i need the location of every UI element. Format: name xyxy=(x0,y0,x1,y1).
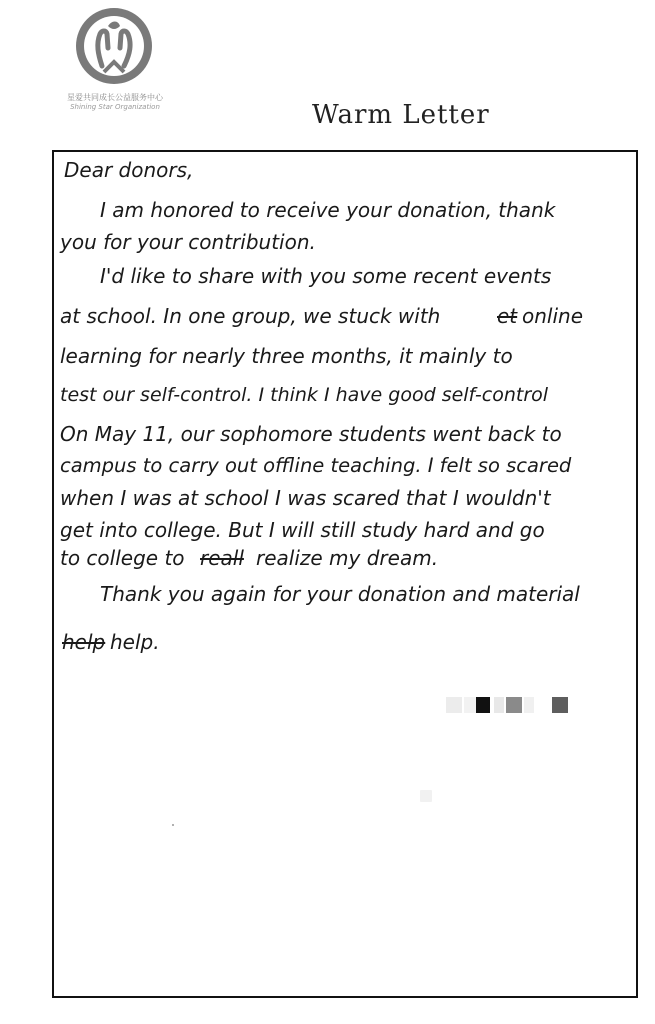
letter-line: campus to carry out offline teaching. I felt so scared xyxy=(60,454,572,477)
crossed-out-text: reall xyxy=(200,546,244,570)
letter-line: test our self-control. I think I have good self-control xyxy=(60,384,549,406)
paper-speck xyxy=(420,790,432,802)
redacted-signature xyxy=(440,694,580,716)
letter-line: help. xyxy=(110,630,160,654)
crossed-out-text: help xyxy=(62,630,106,654)
letter-title: Warm Letter xyxy=(312,100,490,130)
letter-line: On May 11, our sophomore students went back to xyxy=(60,422,562,446)
letter-line: you for your contribution. xyxy=(60,230,316,254)
organization-name-chinese: 星爱共同成长公益服务中心 xyxy=(67,93,163,102)
letter-line: realize my dream. xyxy=(256,546,439,570)
letter-line: at school. In one group, we stuck with xyxy=(60,304,441,328)
letter-line: learning for nearly three months, it mainly to xyxy=(60,344,513,368)
crossed-out-text: et xyxy=(497,304,518,328)
letter-line: Thank you again for your donation and material xyxy=(100,582,580,606)
organization-name-english: Shining Star Organization xyxy=(70,103,160,111)
letter-line: to college to xyxy=(60,546,185,570)
letter-line: get into college. But I will still study hard and go xyxy=(60,518,545,542)
hands-emblem-icon xyxy=(72,4,156,90)
organization-logo xyxy=(60,4,170,116)
letter-line: when I was at school I was scared that I wouldn't xyxy=(60,486,551,510)
letter-line: I am honored to receive your donation, thank xyxy=(100,198,556,222)
letter-line: I'd like to share with you some recent events xyxy=(100,264,552,288)
letter-line: online xyxy=(522,304,584,328)
letter-salutation: Dear donors, xyxy=(64,158,194,182)
paper-speck xyxy=(172,824,174,826)
